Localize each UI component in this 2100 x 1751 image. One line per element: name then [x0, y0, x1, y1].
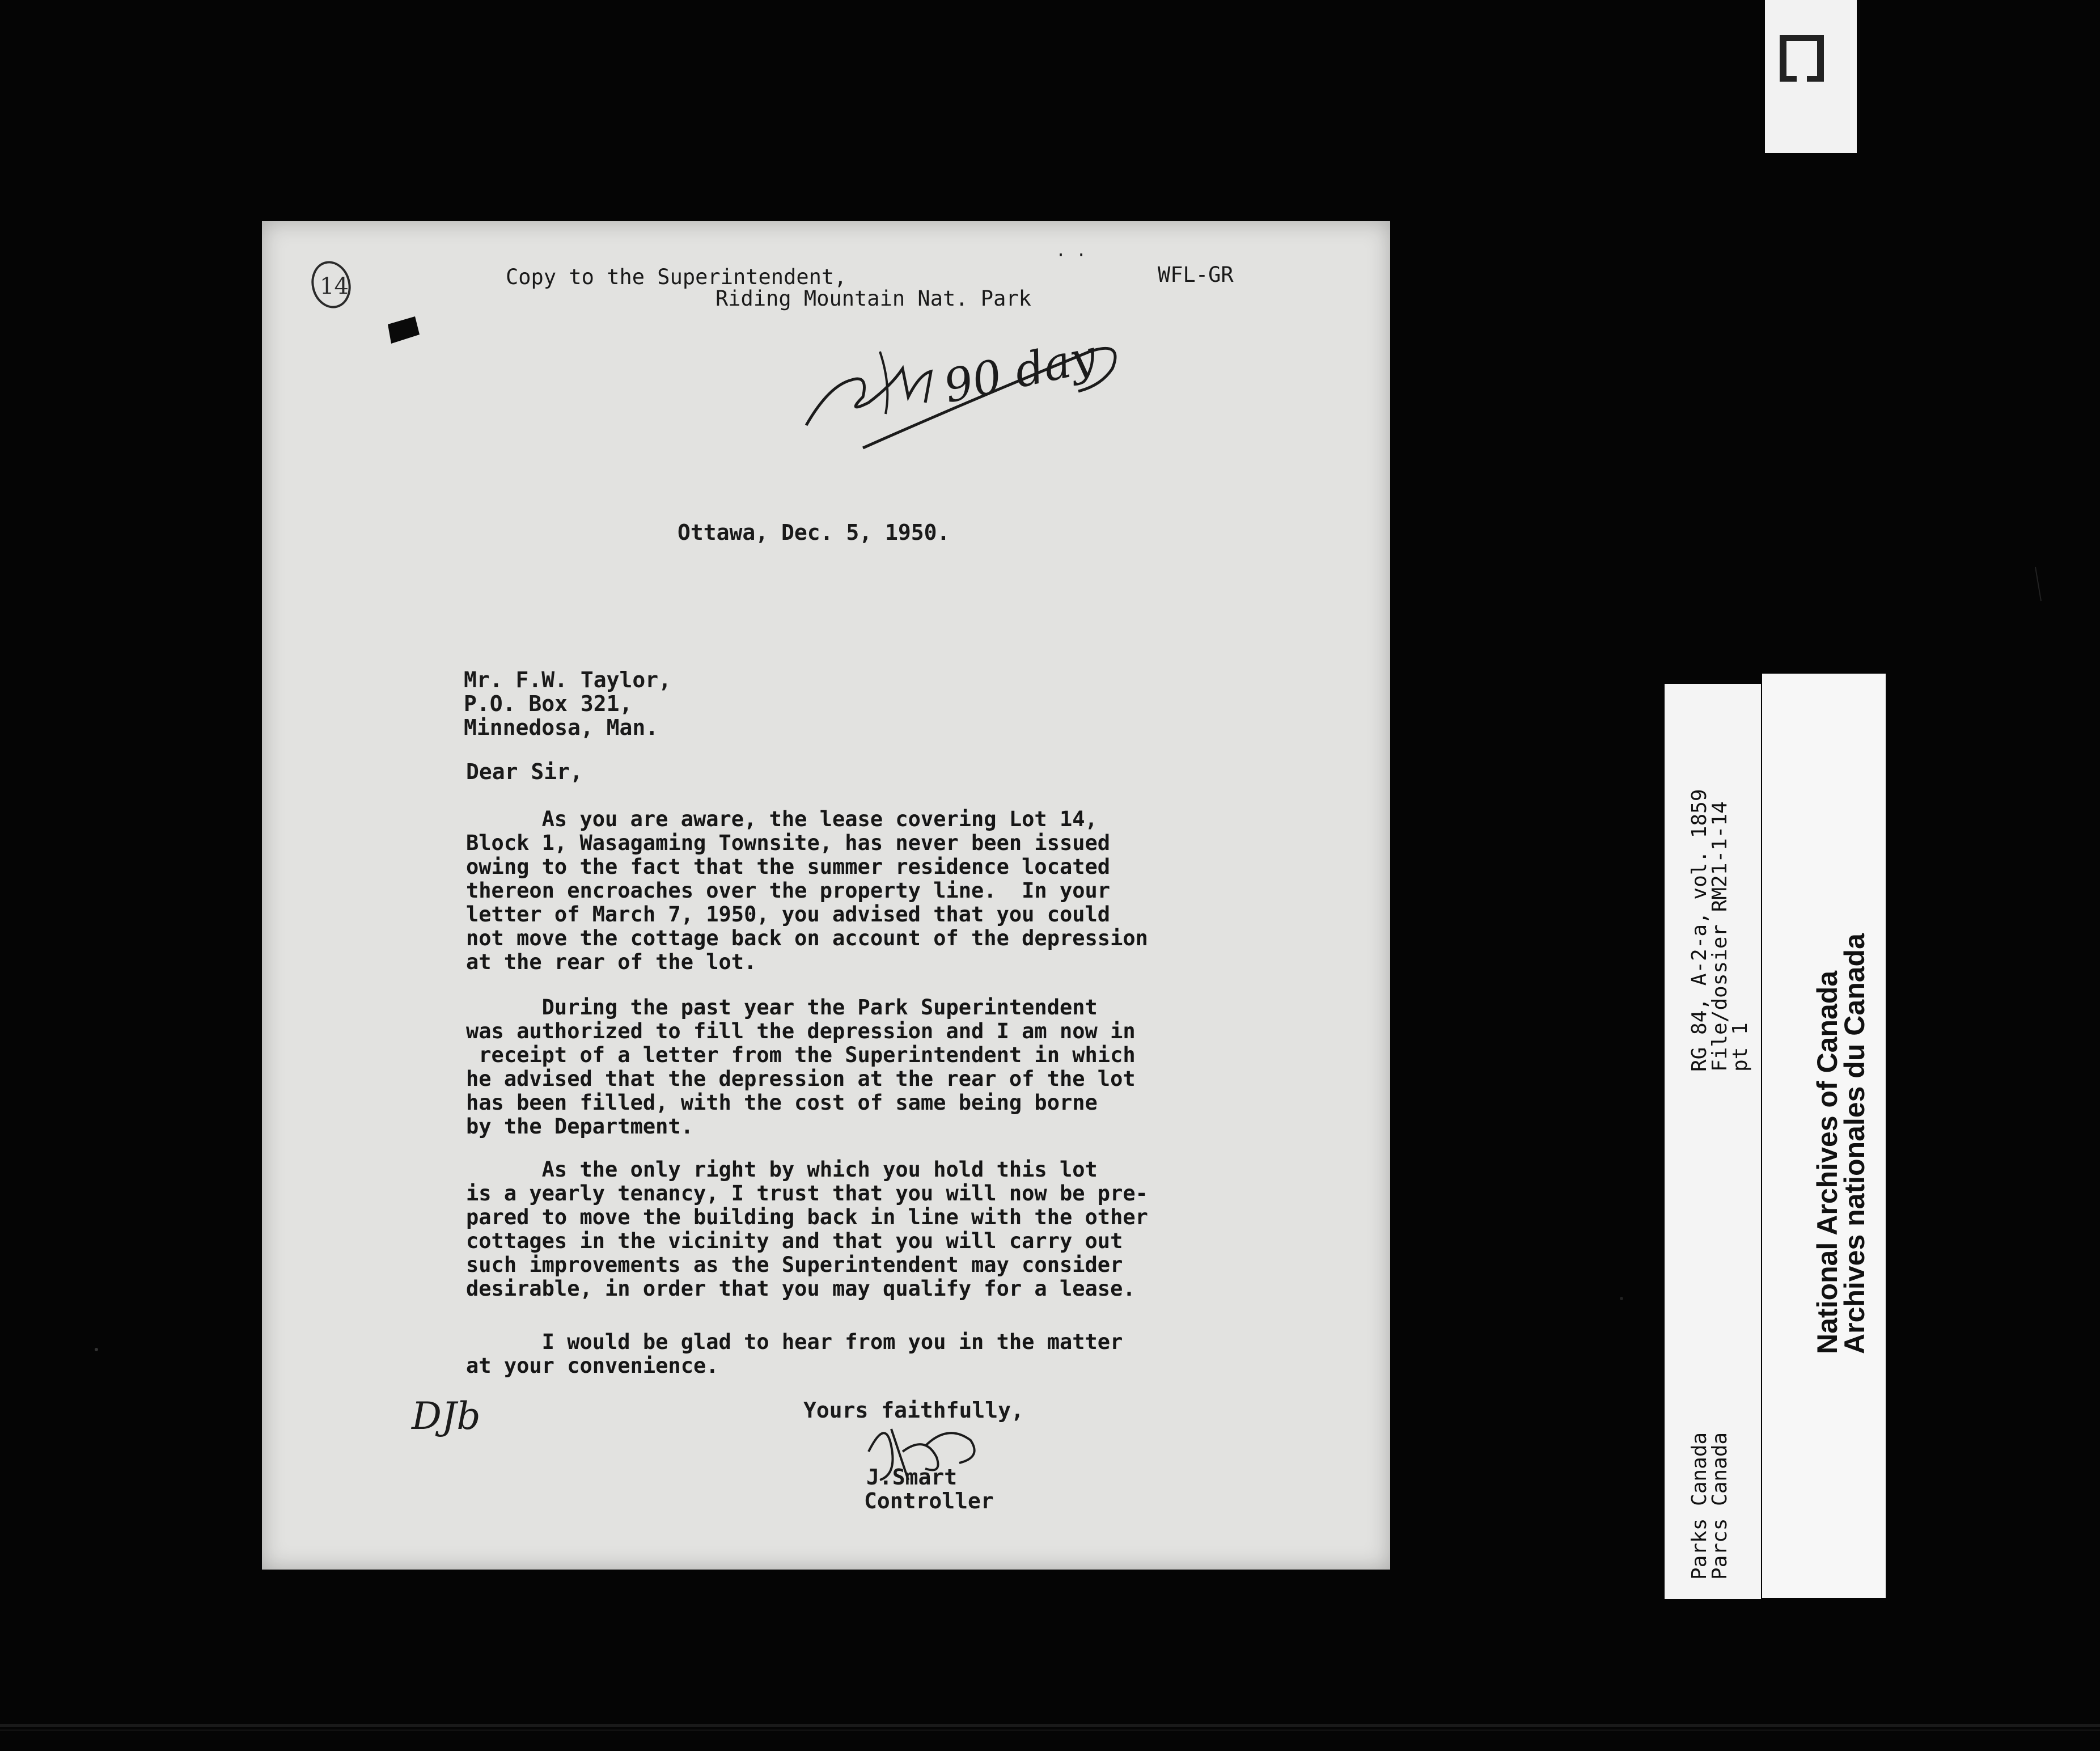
date-line: Ottawa, Dec. 5, 1950.	[678, 520, 950, 545]
signatory-name: J.Smart	[866, 1465, 958, 1490]
addressee-line: Mr. F.W. Taylor,	[464, 667, 672, 692]
body-line: he advised that the depression at the rear of the lot	[466, 1067, 1136, 1091]
body-paragraph-4	[466, 1330, 1350, 1378]
svg-text:DJb: DJb	[412, 1394, 481, 1438]
agency-en: Parks Canada	[1688, 1432, 1711, 1580]
signatory-title: Controller	[864, 1488, 994, 1513]
body-line: As the only right by which you hold this lot	[466, 1157, 1098, 1182]
ink-dots: · ·	[1056, 246, 1087, 265]
archive-reference-label	[1665, 684, 1761, 1599]
archives-name-en: National Archives of Canada	[1811, 970, 1843, 1354]
reference-line-1: RG 84, A-2-a, vol. 1859	[1688, 789, 1711, 1072]
body-paragraph-2	[466, 996, 1350, 1139]
addressee-line: Minnedosa, Man.	[464, 715, 659, 740]
body-paragraph-1	[466, 807, 1350, 974]
body-line: by the Department.	[466, 1114, 693, 1139]
body-line: is a yearly tenancy, I trust that you will now be pre-	[466, 1181, 1148, 1206]
letter-page	[262, 221, 1390, 1570]
body-line: desirable, in order that you may qualify for a lease.	[466, 1276, 1136, 1301]
body-line: receipt of a letter from the Superintendent in which	[466, 1043, 1136, 1067]
frame-mark-graphic	[1765, 0, 1857, 153]
body-line: thereon encroaches over the property line. In your	[466, 878, 1111, 903]
archives-name-fr: Archives nationales du Canada	[1839, 933, 1870, 1354]
addressee-line: P.O. Box 321,	[464, 691, 633, 716]
body-paragraph-3	[466, 1158, 1350, 1301]
reference-line-2: File/dossier RM21-1-14	[1708, 801, 1731, 1072]
svg-text:90 day: 90 day	[939, 329, 1101, 413]
body-line: at the rear of the lot.	[466, 950, 757, 974]
agency-fr: Parcs Canada	[1708, 1432, 1731, 1580]
body-line: Block 1, Wasagaming Townsite, has never been issued	[466, 831, 1111, 855]
reference-code: WFL-GR	[1158, 263, 1234, 287]
body-line: letter of March 7, 1950, you advised that you could	[466, 902, 1111, 927]
body-line: such improvements as the Superintendent may consider	[466, 1253, 1123, 1277]
film-frame-tab	[1765, 0, 1857, 153]
reference-line-3: pt 1	[1729, 1022, 1752, 1072]
body-line: has been filled, with the cost of same being borne	[466, 1090, 1098, 1115]
body-line: at your convenience.	[466, 1354, 719, 1378]
body-line: not move the cottage back on account of the depression	[466, 926, 1148, 950]
copy-note-line1: Copy to the Superintendent,	[506, 265, 847, 289]
punch-mark	[383, 312, 423, 346]
circled-file-number	[307, 255, 358, 312]
body-line: was authorized to fill the depression and I am now in	[466, 1019, 1136, 1043]
handwritten-note	[795, 318, 1146, 465]
archive-institution-label	[1762, 674, 1886, 1598]
body-line: pared to move the building back in line with the other	[466, 1205, 1148, 1229]
copy-note-line2: Riding Mountain Nat. Park	[715, 286, 1031, 311]
body-line: As you are aware, the lease covering Lot 14,	[466, 807, 1098, 831]
handwritten-initials	[408, 1384, 482, 1446]
body-line: cottages in the vicinity and that you will carry out	[466, 1229, 1123, 1253]
closing: Yours faithfully,	[803, 1398, 1024, 1423]
svg-text:14: 14	[320, 273, 349, 299]
body-line: I would be glad to hear from you in the matter	[466, 1330, 1123, 1354]
salutation: Dear Sir,	[466, 759, 583, 784]
body-line: During the past year the Park Superintendent	[466, 995, 1098, 1020]
body-line: owing to the fact that the summer residence located	[466, 855, 1111, 879]
